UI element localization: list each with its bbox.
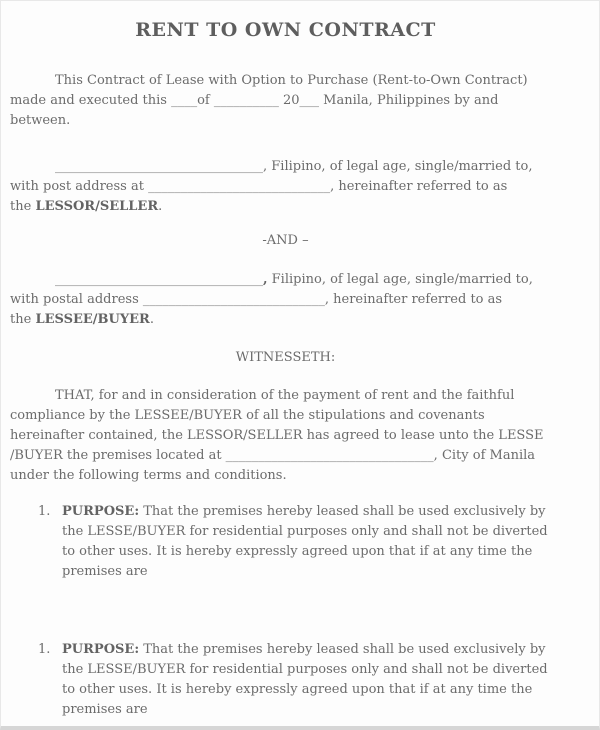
clause-1-text <box>62 502 561 582</box>
document-title: RENT TO OWN CONTRACT <box>135 19 436 41</box>
clause-item-2 <box>38 640 561 720</box>
clause-1-number: 1. <box>38 504 51 519</box>
lessor-paragraph <box>10 157 561 217</box>
lessor-address-line: with post address at ____________________________, hereinafter referred to as <box>10 179 508 194</box>
clause-2-text <box>62 640 561 720</box>
clause-2-number: 1. <box>38 642 51 657</box>
lessee-paragraph <box>10 270 561 330</box>
clause-1-body: That the premises hereby leased shall be used exclusively by the LESSE/BUYER for residential purposes only and shall not be diverted to other uses. It is hereby expressly agreed upon that if at any time the premises are <box>62 504 548 579</box>
lessor-name-blank-line: ________________________________, Filipino, of legal age, single/married to, <box>55 159 533 174</box>
clause-item-1 <box>38 502 561 582</box>
lessee-referred-prefix: the <box>10 312 36 327</box>
lessee-party-label: LESSEE/BUYER <box>35 312 150 327</box>
lessee-line1-rest: Filipino, of legal age, single/married to, <box>267 272 533 287</box>
lessee-bold-comma: , <box>263 272 268 287</box>
intro-paragraph: This Contract of Lease with Option to Purchase (Rent-to-Own Contract) made and executed this ____of __________ 20___ Manila, Philippines by and between. <box>10 73 528 128</box>
lessee-name-blank: ________________________________ <box>55 272 263 287</box>
witnesseth-heading: WITNESSETH: <box>235 350 336 365</box>
clause-1-heading: PURPOSE: <box>62 504 140 519</box>
and-separator: -AND – <box>262 233 309 248</box>
lessee-address-line: with postal address ____________________________, hereinafter referred to as <box>10 292 503 307</box>
consideration-paragraph: THAT, for and in consideration of the payment of rent and the faithful compliance by the LESSEE/BUYER of all the stipulations and covenants hereinafter contained, the LESSOR/SELLER has agreed to lease unto the LESSE /BUYER the premises located at ________________________________, City of Manila under the following terms and conditions. <box>10 388 544 483</box>
clause-2-heading: PURPOSE: <box>62 642 140 657</box>
lessor-party-label: LESSOR/SELLER <box>35 199 159 214</box>
lessor-period: . <box>158 199 163 214</box>
clause-2-body: That the premises hereby leased shall be used exclusively by the LESSE/BUYER for residential purposes only and shall not be diverted to other uses. It is hereby expressly agreed upon that if at any time the premises are <box>62 642 548 717</box>
lessee-period: . <box>149 312 155 327</box>
lessor-referred-prefix: the <box>10 199 36 214</box>
